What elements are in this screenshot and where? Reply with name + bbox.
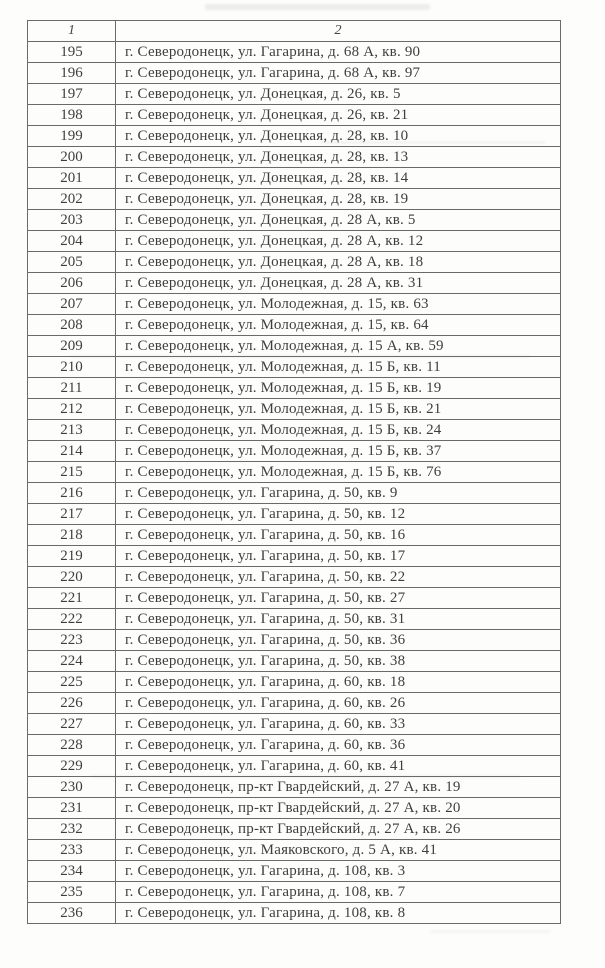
address-cell: г. Северодонецк, ул. Донецкая, д. 28, кв. 19 bbox=[116, 189, 561, 210]
table-row bbox=[28, 903, 561, 924]
address-cell: г. Северодонецк, ул. Гагарина, д. 50, кв. 9 bbox=[116, 483, 561, 504]
address-cell: г. Северодонецк, ул. Гагарина, д. 68 А, кв. 97 bbox=[116, 63, 561, 84]
table-body bbox=[28, 42, 561, 924]
address-cell: г. Северодонецк, ул. Гагарина, д. 60, кв. 26 bbox=[116, 693, 561, 714]
table-row bbox=[28, 273, 561, 294]
table-row bbox=[28, 672, 561, 693]
row-number-cell: 201 bbox=[28, 168, 116, 189]
row-number-cell: 218 bbox=[28, 525, 116, 546]
address-cell: г. Северодонецк, ул. Донецкая, д. 28, кв. 10 bbox=[116, 126, 561, 147]
row-number-cell: 206 bbox=[28, 273, 116, 294]
address-cell: г. Северодонецк, ул. Молодежная, д. 15 Б, кв. 24 bbox=[116, 420, 561, 441]
row-number-cell: 228 bbox=[28, 735, 116, 756]
address-cell: г. Северодонецк, ул. Гагарина, д. 50, кв. 36 bbox=[116, 630, 561, 651]
row-number-cell: 227 bbox=[28, 714, 116, 735]
row-number-cell: 235 bbox=[28, 882, 116, 903]
row-number-cell: 204 bbox=[28, 231, 116, 252]
table-row bbox=[28, 714, 561, 735]
table-row bbox=[28, 651, 561, 672]
table-row bbox=[28, 420, 561, 441]
table-row bbox=[28, 693, 561, 714]
address-cell: г. Северодонецк, ул. Гагарина, д. 108, кв. 8 bbox=[116, 903, 561, 924]
row-number-cell: 210 bbox=[28, 357, 116, 378]
row-number-cell: 217 bbox=[28, 504, 116, 525]
row-number-cell: 200 bbox=[28, 147, 116, 168]
table-row bbox=[28, 630, 561, 651]
address-cell: г. Северодонецк, ул. Гагарина, д. 50, кв. 16 bbox=[116, 525, 561, 546]
table-row bbox=[28, 840, 561, 861]
address-cell: г. Северодонецк, ул. Гагарина, д. 60, кв. 18 bbox=[116, 672, 561, 693]
row-number-cell: 216 bbox=[28, 483, 116, 504]
row-number-cell: 230 bbox=[28, 777, 116, 798]
address-cell: г. Северодонецк, ул. Гагарина, д. 50, кв. 12 bbox=[116, 504, 561, 525]
table-row bbox=[28, 252, 561, 273]
row-number-cell: 222 bbox=[28, 609, 116, 630]
table-header-row bbox=[28, 21, 561, 42]
address-cell: г. Северодонецк, ул. Донецкая, д. 28, кв. 13 bbox=[116, 147, 561, 168]
row-number-cell: 203 bbox=[28, 210, 116, 231]
address-cell: г. Северодонецк, пр-кт Гвардейский, д. 27 А, кв. 19 bbox=[116, 777, 561, 798]
address-cell: г. Северодонецк, ул. Молодежная, д. 15 Б, кв. 21 bbox=[116, 399, 561, 420]
address-cell: г. Северодонецк, ул. Донецкая, д. 28 А, кв. 31 bbox=[116, 273, 561, 294]
address-cell: г. Северодонецк, ул. Донецкая, д. 28 А, кв. 18 bbox=[116, 252, 561, 273]
address-cell: г. Северодонецк, ул. Гагарина, д. 60, кв. 33 bbox=[116, 714, 561, 735]
table-row bbox=[28, 189, 561, 210]
scan-artifact bbox=[430, 930, 550, 933]
table-row bbox=[28, 378, 561, 399]
address-cell: г. Северодонецк, ул. Гагарина, д. 50, кв. 31 bbox=[116, 609, 561, 630]
column-header-number: 1 bbox=[28, 21, 116, 42]
table-row bbox=[28, 483, 561, 504]
table-row bbox=[28, 231, 561, 252]
table-row bbox=[28, 777, 561, 798]
table-row bbox=[28, 105, 561, 126]
address-cell: г. Северодонецк, ул. Молодежная, д. 15, кв. 64 bbox=[116, 315, 561, 336]
table-row bbox=[28, 798, 561, 819]
table-row bbox=[28, 567, 561, 588]
table-row bbox=[28, 357, 561, 378]
row-number-cell: 233 bbox=[28, 840, 116, 861]
address-cell: г. Северодонецк, ул. Донецкая, д. 28, кв. 14 bbox=[116, 168, 561, 189]
table-row bbox=[28, 882, 561, 903]
row-number-cell: 231 bbox=[28, 798, 116, 819]
table-row bbox=[28, 441, 561, 462]
table-row bbox=[28, 399, 561, 420]
address-cell: г. Северодонецк, ул. Гагарина, д. 60, кв. 41 bbox=[116, 756, 561, 777]
address-cell: г. Северодонецк, ул. Гагарина, д. 50, кв. 17 bbox=[116, 546, 561, 567]
row-number-cell: 226 bbox=[28, 693, 116, 714]
row-number-cell: 208 bbox=[28, 315, 116, 336]
table-row bbox=[28, 609, 561, 630]
table-row bbox=[28, 336, 561, 357]
row-number-cell: 205 bbox=[28, 252, 116, 273]
address-cell: г. Северодонецк, ул. Гагарина, д. 60, кв. 36 bbox=[116, 735, 561, 756]
table-row bbox=[28, 84, 561, 105]
address-cell: г. Северодонецк, ул. Молодежная, д. 15 Б, кв. 11 bbox=[116, 357, 561, 378]
row-number-cell: 220 bbox=[28, 567, 116, 588]
row-number-cell: 209 bbox=[28, 336, 116, 357]
row-number-cell: 197 bbox=[28, 84, 116, 105]
row-number-cell: 219 bbox=[28, 546, 116, 567]
table-row bbox=[28, 819, 561, 840]
address-cell: г. Северодонецк, пр-кт Гвардейский, д. 27 А, кв. 26 bbox=[116, 819, 561, 840]
address-cell: г. Северодонецк, ул. Молодежная, д. 15 Б, кв. 76 bbox=[116, 462, 561, 483]
row-number-cell: 221 bbox=[28, 588, 116, 609]
row-number-cell: 236 bbox=[28, 903, 116, 924]
address-cell: г. Северодонецк, ул. Молодежная, д. 15 Б, кв. 37 bbox=[116, 441, 561, 462]
row-number-cell: 229 bbox=[28, 756, 116, 777]
scan-artifact bbox=[205, 4, 430, 10]
table-row bbox=[28, 546, 561, 567]
address-cell: г. Северодонецк, ул. Донецкая, д. 26, кв. 5 bbox=[116, 84, 561, 105]
column-header-address: 2 bbox=[116, 21, 561, 42]
table-row bbox=[28, 294, 561, 315]
row-number-cell: 195 bbox=[28, 42, 116, 63]
row-number-cell: 211 bbox=[28, 378, 116, 399]
address-cell: г. Северодонецк, ул. Молодежная, д. 15 Б, кв. 19 bbox=[116, 378, 561, 399]
address-cell: г. Северодонецк, ул. Донецкая, д. 28 А, кв. 12 bbox=[116, 231, 561, 252]
row-number-cell: 212 bbox=[28, 399, 116, 420]
table-header bbox=[28, 21, 561, 42]
table-row bbox=[28, 63, 561, 84]
row-number-cell: 224 bbox=[28, 651, 116, 672]
table-row bbox=[28, 168, 561, 189]
address-cell: г. Северодонецк, ул. Маяковского, д. 5 А, кв. 41 bbox=[116, 840, 561, 861]
table-row bbox=[28, 756, 561, 777]
row-number-cell: 198 bbox=[28, 105, 116, 126]
table-row bbox=[28, 735, 561, 756]
address-cell: г. Северодонецк, ул. Гагарина, д. 108, кв. 3 bbox=[116, 861, 561, 882]
row-number-cell: 202 bbox=[28, 189, 116, 210]
row-number-cell: 234 bbox=[28, 861, 116, 882]
table-row bbox=[28, 210, 561, 231]
row-number-cell: 225 bbox=[28, 672, 116, 693]
row-number-cell: 196 bbox=[28, 63, 116, 84]
address-cell: г. Северодонецк, ул. Молодежная, д. 15, кв. 63 bbox=[116, 294, 561, 315]
table-row bbox=[28, 315, 561, 336]
address-cell: г. Северодонецк, пр-кт Гвардейский, д. 27 А, кв. 20 bbox=[116, 798, 561, 819]
address-cell: г. Северодонецк, ул. Гагарина, д. 68 А, кв. 90 bbox=[116, 42, 561, 63]
table-row bbox=[28, 42, 561, 63]
row-number-cell: 207 bbox=[28, 294, 116, 315]
row-number-cell: 223 bbox=[28, 630, 116, 651]
table-row bbox=[28, 504, 561, 525]
address-cell: г. Северодонецк, ул. Гагарина, д. 50, кв. 38 bbox=[116, 651, 561, 672]
address-cell: г. Северодонецк, ул. Молодежная, д. 15 А, кв. 59 bbox=[116, 336, 561, 357]
row-number-cell: 215 bbox=[28, 462, 116, 483]
table-row bbox=[28, 126, 561, 147]
table-row bbox=[28, 861, 561, 882]
address-cell: г. Северодонецк, ул. Донецкая, д. 28 А, кв. 5 bbox=[116, 210, 561, 231]
row-number-cell: 214 bbox=[28, 441, 116, 462]
address-cell: г. Северодонецк, ул. Гагарина, д. 50, кв. 27 bbox=[116, 588, 561, 609]
table-row bbox=[28, 462, 561, 483]
address-table bbox=[27, 20, 561, 924]
row-number-cell: 213 bbox=[28, 420, 116, 441]
row-number-cell: 232 bbox=[28, 819, 116, 840]
address-cell: г. Северодонецк, ул. Гагарина, д. 108, кв. 7 bbox=[116, 882, 561, 903]
table-row bbox=[28, 525, 561, 546]
address-cell: г. Северодонецк, ул. Гагарина, д. 50, кв. 22 bbox=[116, 567, 561, 588]
row-number-cell: 199 bbox=[28, 126, 116, 147]
address-cell: г. Северодонецк, ул. Донецкая, д. 26, кв. 21 bbox=[116, 105, 561, 126]
table-row bbox=[28, 588, 561, 609]
table-row bbox=[28, 147, 561, 168]
